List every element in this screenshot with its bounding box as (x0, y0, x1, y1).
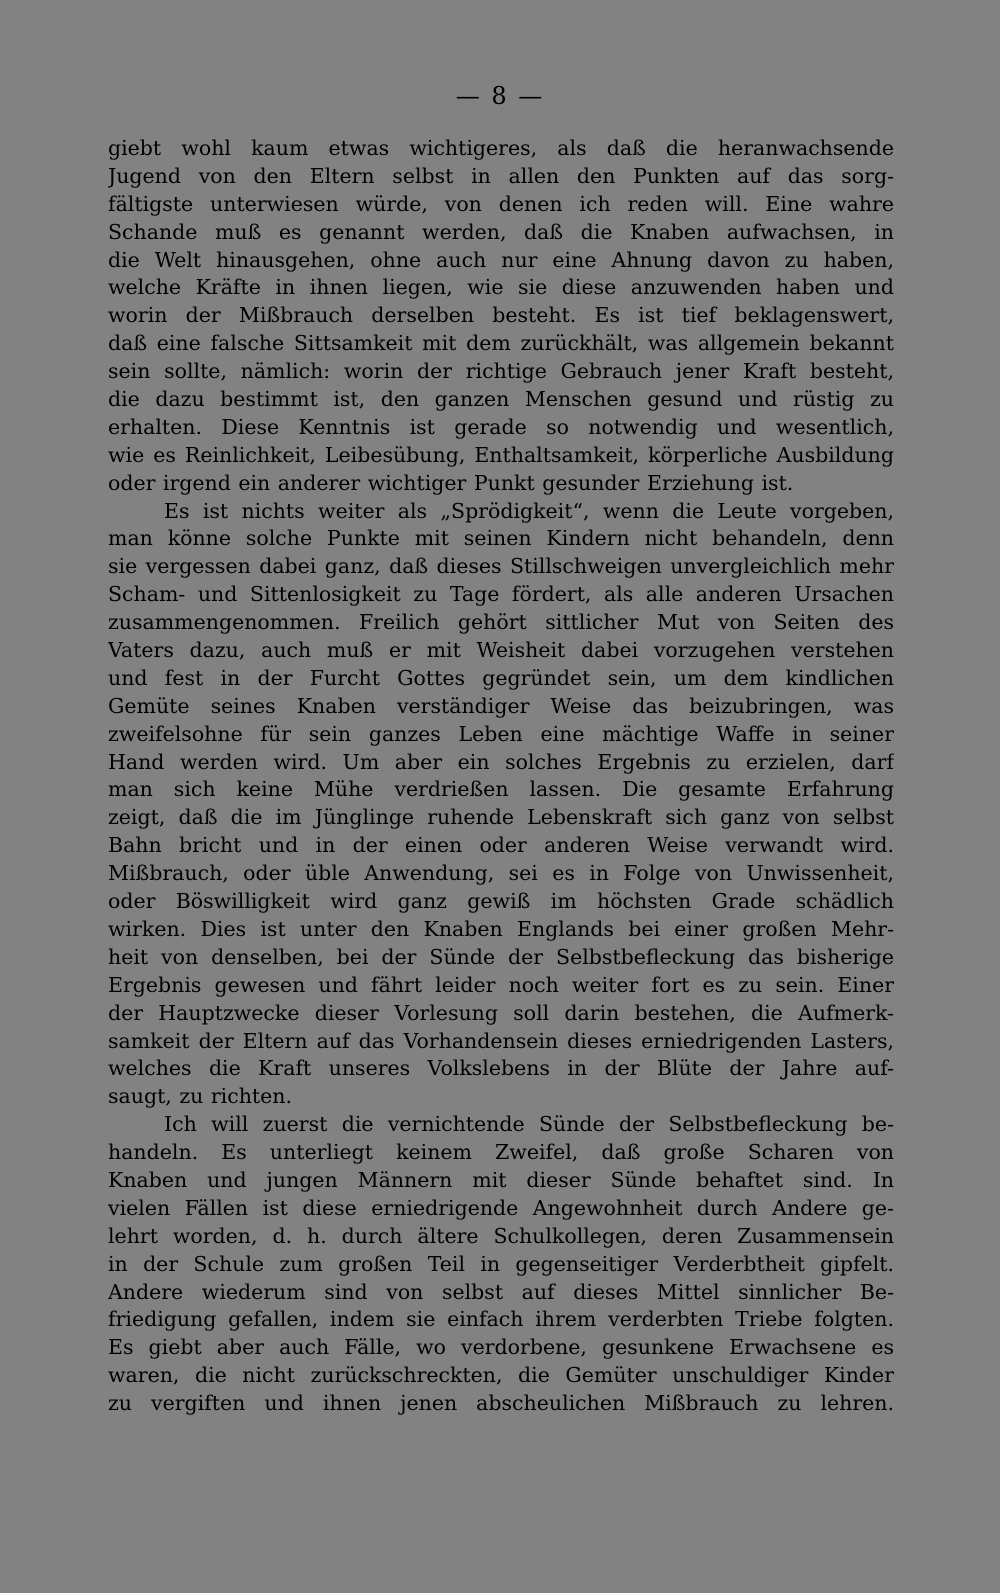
text-line: die dazu bestimmt ist, den ganzen Menschen gesund und rüstig zu (108, 387, 894, 412)
text-line: Scham- und Sittenlosigkeit zu Tage fördert, als alle anderen Ursachen (108, 582, 894, 607)
text-line: handeln. Es unterliegt keinem Zweifel, daß große Scharen von (108, 1140, 894, 1165)
text-line: wie es Reinlichkeit, Leibesübung, Enthaltsamkeit, körperliche Ausbildung (108, 442, 894, 467)
text-line: oder Böswilligkeit wird ganz gewiß im höchsten Grade schädlich (108, 889, 894, 914)
text-line: Mißbrauch, oder üble Anwendung, sei es in Folge von Unwissenheit, (108, 861, 894, 886)
text-line: und fest in der Furcht Gottes gegründet sein, um dem kindlichen (108, 665, 894, 690)
text-line: sein sollte, nämlich: worin der richtige Gebrauch jener Kraft besteht, (108, 359, 894, 384)
text-line: welche Kräfte in ihnen liegen, wie sie diese anzuwenden haben und (108, 275, 894, 300)
text-line: Andere wiederum sind von selbst auf dieses Mittel sinnlicher Be- (108, 1279, 894, 1304)
text-line: welches die Kraft unseres Volkslebens in der Blüte der Jahre auf- (108, 1056, 894, 1081)
text-line: worin der Mißbrauch derselben besteht. Es ist tief beklagenswert, (108, 303, 894, 328)
text-line: lehrt worden, d. h. durch ältere Schulkollegen, deren Zusammensein (108, 1223, 894, 1248)
text-line: fältigste unterwiesen würde, von denen ich reden will. Eine wahre (108, 191, 894, 216)
text-line: der Hauptzwecke dieser Vorlesung soll darin bestehen, die Aufmerk- (108, 1000, 894, 1025)
text-line: heit von denselben, bei der Sünde der Selbstbefleckung das bisherige (108, 944, 894, 969)
text-line: Knaben und jungen Männern mit dieser Sünde behaftet sind. In (108, 1167, 894, 1192)
text-line: oder irgend ein anderer wichtiger Punkt gesunder Erziehung ist. (108, 470, 794, 495)
body-text (108, 135, 894, 1418)
text-line: Bahn bricht und in der einen oder anderen Weise verwandt wird. (108, 833, 894, 858)
text-line: Hand werden wird. Um aber ein solches Ergebnis zu erzielen, darf (108, 749, 894, 774)
text-line: zweifelsohne für sein ganzes Leben eine mächtige Waffe in seiner (108, 721, 894, 746)
text-line: vielen Fällen ist diese erniedrigende Angewohnheit durch Andere ge- (108, 1195, 894, 1220)
text-line: Ich will zuerst die vernichtende Sünde der Selbstbefleckung be- (164, 1112, 894, 1137)
text-line: saugt, zu richten. (108, 1084, 292, 1109)
text-line: friedigung gefallen, indem sie einfach ihrem verderbten Triebe folgten. (108, 1307, 894, 1332)
text-line: man könne solche Punkte mit seinen Kindern nicht behandeln, denn (108, 526, 894, 551)
text-line: die Welt hinausgehen, ohne auch nur eine Ahnung davon zu haben, (108, 247, 894, 272)
text-line: zu vergiften und ihnen jenen abscheulichen Mißbrauch zu lehren. (108, 1391, 894, 1416)
text-line: Jugend von den Eltern selbst in allen den Punkten auf das sorg- (108, 163, 894, 188)
text-line: Es ist nichts weiter als „Sprödigkeit“, wenn die Leute vorgeben, (164, 498, 894, 523)
text-line: daß eine falsche Sittsamkeit mit dem zurückhält, was allgemein bekannt (108, 331, 894, 356)
text-line: giebt wohl kaum etwas wichtigeres, als daß die heranwachsende (108, 136, 894, 160)
text-line: zeigt, daß die im Jünglinge ruhende Lebenskraft sich ganz von selbst (108, 805, 894, 830)
text-line: sie vergessen dabei ganz, daß dieses Stillschweigen unvergleichlich mehr (108, 554, 894, 579)
text-line: wirken. Dies ist unter den Knaben Englands bei einer großen Mehr- (108, 916, 894, 941)
text-line: samkeit der Eltern auf das Vorhandensein dieses erniedrigenden Lasters, (108, 1028, 894, 1053)
text-line: erhalten. Diese Kenntnis ist gerade so notwendig und wesentlich, (108, 414, 894, 439)
text-line: waren, die nicht zurückschreckten, die Gemüter unschuldiger Kinder (108, 1363, 894, 1388)
text-line: Gemüte seines Knaben verständiger Weise das beizubringen, was (108, 693, 894, 718)
text-line: Ergebnis gewesen und fährt leider noch weiter fort es zu sein. Einer (108, 972, 894, 997)
text-line: in der Schule zum großen Teil in gegenseitiger Verderbtheit gipfelt. (108, 1251, 894, 1276)
text-line: man sich keine Mühe verdrießen lassen. Die gesamte Erfahrung (108, 777, 894, 802)
text-line: Vaters dazu, auch muß er mit Weisheit dabei vorzugehen verstehen (108, 638, 894, 663)
page-number: — 8 — (455, 82, 545, 110)
text-line: zusammengenommen. Freilich gehört sittlicher Mut von Seiten des (108, 610, 894, 635)
text-line: Schande muß es genannt werden, daß die Knaben aufwachsen, in (108, 219, 894, 244)
text-line: Es giebt aber auch Fälle, wo verdorbene, gesunkene Erwachsene es (108, 1335, 894, 1360)
